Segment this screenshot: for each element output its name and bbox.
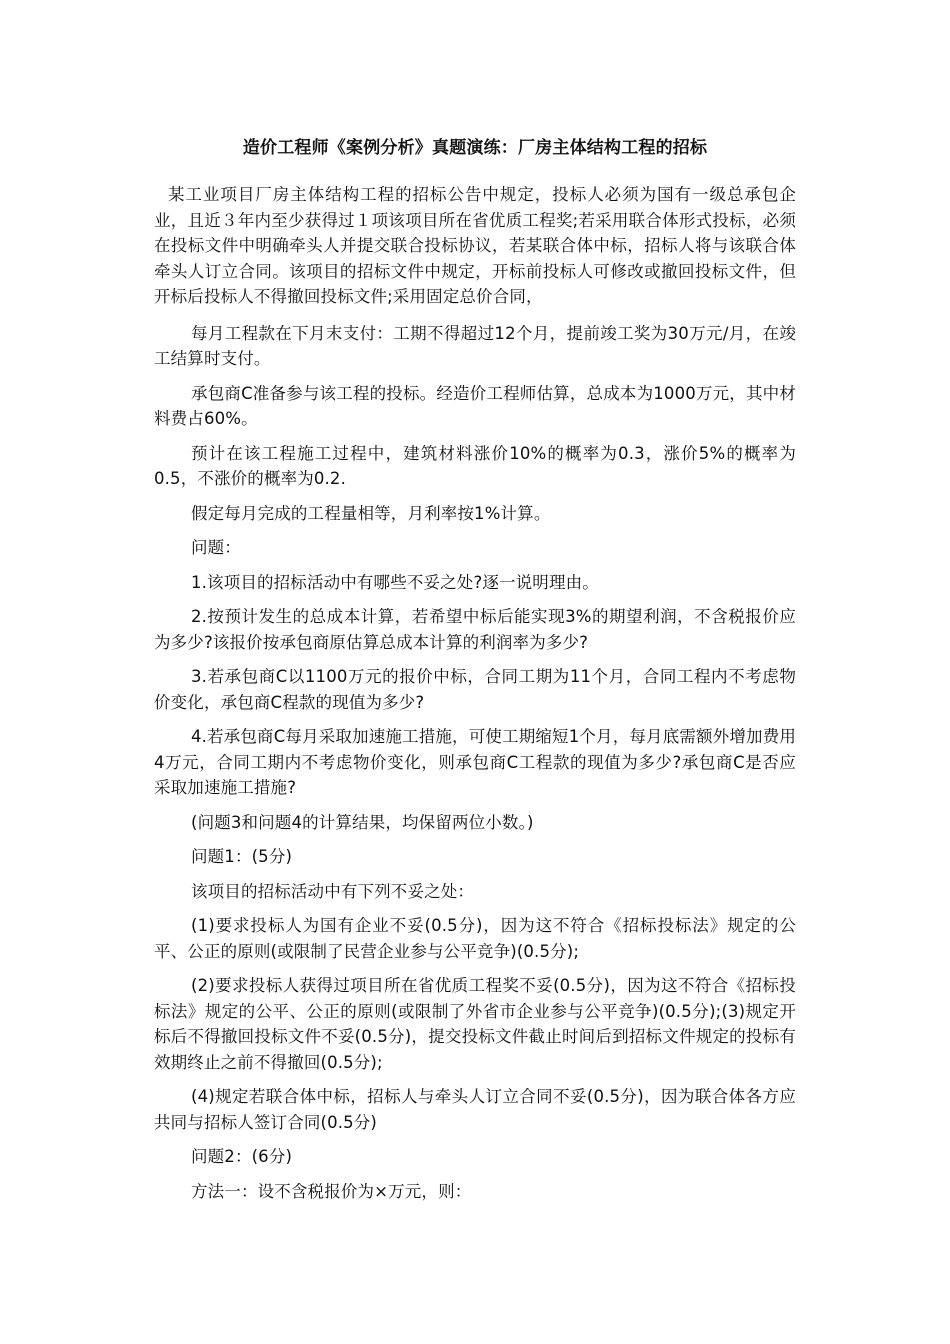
question-2: 2.按预计发生的总成本计算，若希望中标后能实现3%的期望利润，不含税报价应为多少?该报价按承包商原估算总成本计算的利润率为多少? [154, 607, 796, 652]
rounding-note: (问题3和问题4的计算结果，均保留两位小数。) [191, 812, 534, 832]
answer-1-point-2-3: (2)要求投标人获得过项目所在省优质工程奖不妥(0.5分)，因为这不符合《招标投标法》规定的公平、公正的原则(或限制了外省市企业参与公平竞争)(0.5分);(3)规定开标后不得撤回投标文件不妥(0.5分)，提交投标文件截止时间后到招标文件规定的投标有效期终止之前不得撤回(0.5分); [154, 976, 796, 1072]
answer-1-heading: 问题1：(5分) [191, 847, 293, 866]
question-1: 1.该项目的招标活动中有哪些不妥之处?逐一说明理由。 [191, 572, 599, 592]
question-3: 3.若承包商C以1100万元的报价中标，合同工期为11个月，合同工程内不考虑物价变化，承包商C程款的现值为多少? [154, 667, 796, 712]
paragraph-intro: 某工业项目厂房主体结构工程的招标公告中规定，投标人必须为国有一级总承包企业，且近３年内至少获得过１项该项目所在省优质工程奖;若采用联合体形式投标，必须在投标文件中明确牵头人并提交联合投标协议，若某联合体中标，招标人将与该联合体牵头人订立合同。该项目的招标文件中规定，开标前投标人可修改或撤回投标文件，但开标后投标人不得撤回投标文件;采用固定总价合同， [154, 185, 796, 306]
document-page [154, 134, 796, 1204]
answer-2-heading: 问题2：(6分) [191, 1147, 293, 1166]
answer-1-point-4: (4)规定若联合体中标，招标人与牵头人订立合同不妥(0.5分)，因为联合体各方应共同与招标人签订合同(0.5分) [154, 1087, 796, 1132]
answer-1-intro: 该项目的招标活动中有下列不妥之处： [191, 881, 475, 901]
paragraph-payment-terms: 每月工程款在下月末支付：工期不得超过12个月，提前竣工奖为30万元/月，在竣工结算时支付。 [154, 323, 796, 368]
answer-2-method-1: 方法一：设不含税报价为×万元，则： [191, 1181, 472, 1201]
question-4: 4.若承包商C每月采取加速施工措施，可使工期缩短1个月，每月底需额外增加费用4万元，合同工期内不考虑物价变化，则承包商C工程款的现值为多少?承包商C是否应采取加速施工措施? [154, 727, 796, 797]
document-title: 造价工程师《案例分析》真题演练：厂房主体结构工程的招标 [242, 138, 708, 158]
paragraph-interest-rate: 假定每月完成的工程量相等，月利率按1%计算。 [191, 503, 551, 523]
paragraph-contractor-cost: 承包商C准备参与该工程的投标。经造价工程师估算，总成本为1000万元，其中材料费占60%。 [154, 383, 796, 428]
questions-heading: 问题： [191, 538, 241, 557]
answer-1-point-1: (1)要求投标人为国有企业不妥(0.5分)，因为这不符合《招标投标法》规定的公平、公正的原则(或限制了民营企业参与公平竞争)(0.5分); [154, 916, 796, 961]
paragraph-price-risk: 预计在该工程施工过程中，建筑材料涨价10%的概率为0.3，涨价5%的概率为0.5，不涨价的概率为0.2. [154, 443, 796, 488]
